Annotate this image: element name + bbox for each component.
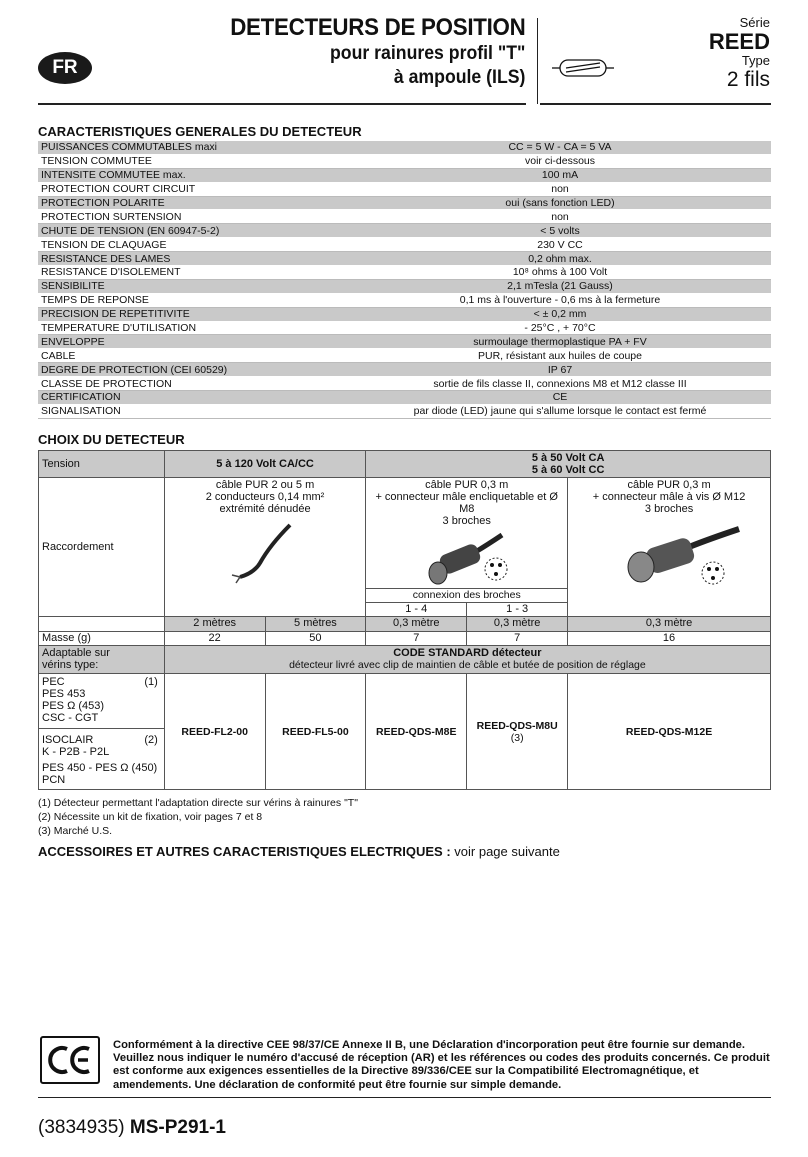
spec-value: - 25°C , + 70°C (349, 321, 771, 335)
spec-value: voir ci-dessous (349, 154, 771, 168)
verins-group-1 (39, 674, 164, 729)
cable3-l2: + connecteur mâle à vis Ø M12 (592, 491, 746, 503)
spec-row (38, 182, 771, 196)
verin-isoclair: ISOCLAIR (42, 734, 94, 746)
spec-row (38, 141, 771, 154)
title-line-2: pour rainures profil "T" (329, 43, 525, 64)
note-2: (2) Nécessite un kit de fixation, voir pages 7 et 8 (38, 811, 263, 823)
series-block (709, 16, 770, 92)
cable1-l3: extrémité dénudée (219, 503, 311, 515)
code-m12e: REED-QDS-M12E (568, 674, 771, 790)
cable3-cell (568, 478, 771, 617)
spec-row (38, 293, 771, 307)
spec-row (38, 363, 771, 377)
spec-key: CHUTE DE TENSION (EN 60947-5-2) (38, 224, 349, 238)
ce-mark-logo (40, 1036, 100, 1084)
specs-table (38, 141, 771, 419)
masse-1: 22 (164, 632, 265, 646)
code-m8u-cell (467, 674, 568, 790)
language-badge: FR (38, 52, 92, 84)
tension-b2: 5 à 60 Volt CC (531, 464, 605, 476)
accessories-bold: ACCESSOIRES ET AUTRES CARACTERISTIQUES ELECTRIQUES : (38, 844, 451, 859)
spec-key: SIGNALISATION (38, 404, 349, 418)
masse-row (39, 632, 771, 646)
serie-label: Série (739, 15, 770, 30)
len-4: 0,3 mètre (467, 617, 568, 632)
spec-row (38, 252, 771, 266)
spec-row (38, 321, 771, 335)
code-fl5: REED-FL5-00 (265, 674, 366, 790)
masse-2: 50 (265, 632, 366, 646)
header-rule-right (540, 103, 771, 105)
spec-value: surmoulage thermoplastique PA + FV (349, 335, 771, 349)
spec-key: DEGRE DE PROTECTION (CEI 60529) (38, 363, 349, 377)
m12-connector-image (589, 515, 749, 595)
spec-key: TENSION COMMUTEE (38, 154, 349, 168)
accessories-normal: voir page suivante (450, 844, 560, 859)
spec-row (38, 377, 771, 391)
spec-key: PROTECTION POLARITE (38, 196, 349, 210)
accessories-line (38, 844, 560, 859)
tension-b1: 5 à 50 Volt CA (531, 452, 605, 464)
ce-declaration-text: Conformément à la directive CEE 98/37/CE Annexe II B, une Déclaration d'incorporation peut être fournie sur demande. Veuillez nous indiquer le numéro d'accusé de réception (AR) et les références ou codes des produits concernés. Ce produit est conforme aux exigences essentielles de la Directive 89/336/CEE sur la Compatibilité Electromagnétique, et amendements. Une déclaration de conformité peut être fournie sur simple demande. (113, 1039, 770, 1091)
spec-key: RESISTANCE DES LAMES (38, 252, 349, 266)
code-subtitle: détecteur livré avec clip de maintien de câble et butée de position de réglage (289, 659, 646, 671)
note-1: (1) Détecteur permettant l'adaptation directe sur vérins à rainures "T" (38, 797, 358, 809)
type-label: Type (741, 53, 770, 68)
masse-label: Masse (g) (39, 632, 165, 646)
tension-b (366, 451, 771, 478)
cable2-l1: câble PUR 0,3 m (425, 479, 509, 491)
spec-row (38, 279, 771, 293)
serie-value: REED (708, 29, 770, 54)
conn-a: 1 - 4 (366, 603, 467, 617)
spec-row (38, 391, 771, 405)
adaptable-l2: vérins type: (42, 659, 99, 671)
spec-row (38, 335, 771, 349)
spec-key: TENSION DE CLAQUAGE (38, 238, 349, 252)
cable2-cell (366, 478, 568, 589)
spec-row (38, 196, 771, 210)
spec-value: 0,2 ohm max. (349, 252, 771, 266)
len-1: 2 mètres (164, 617, 265, 632)
spec-key: ENVELOPPE (38, 335, 349, 349)
spec-value: 10⁸ ohms à 100 Volt (349, 266, 771, 280)
spec-value: 2,1 mTesla (21 Gauss) (349, 279, 771, 293)
tension-label: Tension (39, 451, 165, 478)
spec-key: CERTIFICATION (38, 391, 349, 405)
spec-value: < 5 volts (349, 224, 771, 238)
spec-value: CC = 5 W - CA = 5 VA (349, 141, 771, 154)
verin-pcn: PCN (42, 774, 66, 786)
verins-cell (39, 674, 165, 790)
cable2-l2: + connecteur mâle encliquetable et Ø M8 (375, 491, 558, 515)
spec-value: 230 V CC (349, 238, 771, 252)
stripped-cable-image (230, 515, 300, 587)
length-row (39, 617, 771, 632)
spec-key: SENSIBILITE (38, 279, 349, 293)
conn-b: 1 - 3 (467, 603, 568, 617)
document-reference (38, 1117, 226, 1139)
spec-row (38, 307, 771, 321)
spec-row (38, 238, 771, 252)
verins-note-2: (2) (144, 734, 158, 746)
note-3: (3) Marché U.S. (38, 825, 113, 837)
spec-key: TEMPS DE REPONSE (38, 293, 349, 307)
spec-value: par diode (LED) jaune qui s'allume lorsque le contact est fermé (349, 404, 771, 418)
spec-value: non (349, 182, 771, 196)
spec-value: < ± 0,2 mm (349, 307, 771, 321)
code-m8u-note: (3) (510, 731, 524, 744)
verins-note-1: (1) (144, 676, 158, 688)
cable3-l1: câble PUR 0,3 m (627, 479, 711, 491)
spec-row (38, 224, 771, 238)
code-m8e: REED-QDS-M8E (366, 674, 467, 790)
cable2-l3: 3 broches (442, 515, 491, 527)
footer-rule (38, 1097, 771, 1098)
len-3: 0,3 mètre (366, 617, 467, 632)
title-line-3: à ampoule (ILS) (393, 67, 525, 88)
len-2: 5 mètres (265, 617, 366, 632)
spec-value: 0,1 ms à l'ouverture - 0,6 ms à la fermeture (349, 293, 771, 307)
specs-title: CARACTERISTIQUES GENERALES DU DETECTEUR (38, 124, 362, 139)
type-value: 2 fils (726, 68, 770, 91)
spec-row (38, 210, 771, 224)
spec-key: PROTECTION COURT CIRCUIT (38, 182, 349, 196)
masse-3: 7 (366, 632, 467, 646)
spec-key: PRECISION DE REPETITIVITE (38, 307, 349, 321)
verin-pes-453: PES 453 (42, 688, 86, 700)
spec-row (38, 168, 771, 182)
verin-pec: PEC (42, 676, 65, 688)
spec-key: TEMPERATURE D'UTILISATION (38, 321, 349, 335)
raccordement-label: Raccordement (39, 478, 165, 617)
spec-value: CE (349, 391, 771, 405)
spec-row (38, 266, 771, 280)
ref-code: MS-P291-1 (129, 1117, 227, 1138)
masse-4: 7 (467, 632, 568, 646)
title-line-1: DETECTEURS DE POSITION (229, 14, 525, 41)
choice-table (38, 450, 771, 790)
verins-group-2 (39, 729, 164, 788)
adaptable-label (39, 646, 165, 674)
verin-k-p2b-p2l: K - P2B - P2L (42, 746, 110, 758)
spec-value: non (349, 210, 771, 224)
tension-a: 5 à 120 Volt CA/CC (164, 451, 366, 478)
m8-connector-image (392, 527, 542, 587)
spec-value: PUR, résistant aux huiles de coupe (349, 349, 771, 363)
spec-key: PUISSANCES COMMUTABLES maxi (38, 141, 349, 154)
spec-key: CLASSE DE PROTECTION (38, 377, 349, 391)
spec-key: RESISTANCE D'ISOLEMENT (38, 266, 349, 280)
spec-row (38, 349, 771, 363)
choix-title: CHOIX DU DETECTEUR (38, 432, 185, 447)
spec-row (38, 404, 771, 418)
spec-key: CABLE (38, 349, 349, 363)
spec-key: INTENSITE COMMUTEE max. (38, 168, 349, 182)
cable1-l2: 2 conducteurs 0,14 mm² (205, 491, 325, 503)
code-fl2: REED-FL2-00 (164, 674, 265, 790)
code-m8u: REED-QDS-M8U (476, 719, 558, 732)
adaptable-l1: Adaptable sur (42, 647, 110, 659)
cable1-cell (164, 478, 366, 617)
cable3-l3: 3 broches (644, 503, 694, 515)
header-rule-left (38, 103, 526, 105)
reed-switch-icon (552, 55, 614, 81)
cable1-l1: câble PUR 2 ou 5 m (215, 479, 315, 491)
ref-number: (3834935) (38, 1117, 130, 1138)
code-title: CODE STANDARD détecteur (393, 647, 542, 659)
connexion-label: connexion des broches (366, 589, 568, 603)
document-title (208, 14, 525, 90)
spec-value: sortie de fils classe II, connexions M8 et M12 classe III (349, 377, 771, 391)
spec-value: oui (sans fonction LED) (349, 196, 771, 210)
verin-csc-cgt: CSC - CGT (42, 712, 99, 724)
spec-key: PROTECTION SURTENSION (38, 210, 349, 224)
code-header (164, 646, 770, 674)
spec-value: 100 mA (349, 168, 771, 182)
spec-value: IP 67 (349, 363, 771, 377)
masse-5: 16 (568, 632, 771, 646)
spec-row (38, 154, 771, 168)
verin-pes-450: PES 450 - PES Ω (450) (42, 762, 158, 774)
len-5: 0,3 mètre (568, 617, 771, 632)
header-divider (537, 18, 538, 104)
verin-pes-omega-453: PES Ω (453) (42, 700, 105, 712)
